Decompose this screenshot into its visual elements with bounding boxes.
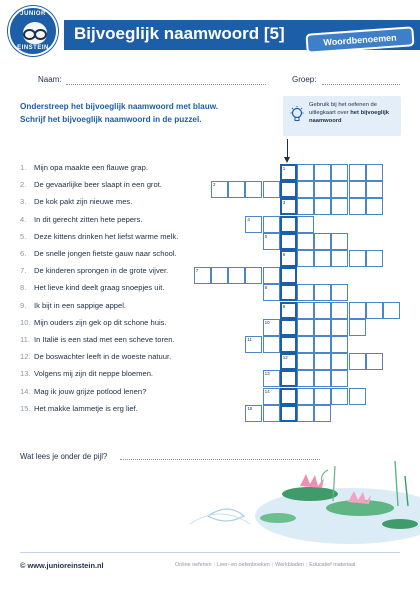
sentence-item[interactable] (20, 404, 240, 416)
arrow-down-icon (287, 139, 288, 159)
sentence-item[interactable] (20, 215, 240, 227)
puzzle-cell[interactable] (314, 233, 331, 250)
solution-cell[interactable] (280, 336, 297, 353)
puzzle-cell[interactable] (263, 405, 280, 422)
puzzle-cell[interactable] (245, 336, 262, 353)
puzzle-cell[interactable] (331, 198, 348, 215)
sentence-number: 12. (20, 352, 31, 362)
solution-cell[interactable] (280, 302, 297, 319)
tip-text-bold-1: het (350, 110, 359, 116)
puzzle-cell[interactable] (314, 336, 331, 353)
arrow-head-icon (284, 157, 290, 163)
puzzle-cell[interactable] (263, 181, 280, 198)
footer-separator: | (305, 562, 308, 568)
puzzle-cell[interactable] (314, 370, 331, 387)
puzzle-cell[interactable] (314, 198, 331, 215)
page-title: Bijvoeglijk naamwoord [5] (74, 24, 285, 43)
sentence-item[interactable] (20, 249, 240, 261)
puzzle-cell[interactable] (263, 233, 280, 250)
puzzle-cell[interactable] (366, 250, 383, 267)
puzzle-cell[interactable] (314, 405, 331, 422)
sentence-number: 6. (20, 249, 27, 258)
clue-number: 13 (264, 371, 270, 377)
sentence-number: 15. (20, 403, 31, 413)
puzzle-cell[interactable] (297, 405, 314, 422)
sentence-text: Het lieve kind deelt graag snoepjes uit. (34, 283, 165, 293)
solution-cell[interactable] (280, 250, 297, 267)
puzzle-cell[interactable] (349, 302, 366, 319)
junior-einstein-logo[interactable] (8, 6, 58, 56)
footer (0, 552, 420, 594)
puzzle-cell[interactable] (331, 336, 348, 353)
puzzle-cell[interactable] (211, 181, 228, 198)
clue-number: 9 (282, 303, 286, 309)
sentence-text: Ik bijt in een sappige appel. (34, 300, 127, 310)
sentence-item[interactable] (20, 232, 240, 244)
tip-box (283, 96, 401, 136)
footer-separator: | (271, 562, 274, 568)
puzzle-cell[interactable] (297, 250, 314, 267)
solution-cell[interactable] (280, 405, 297, 422)
solution-cell[interactable] (280, 370, 297, 387)
category-tag-label: Woordbenoemen (323, 32, 397, 48)
footer-url[interactable]: © www.junioreinstein.nl (20, 561, 104, 570)
solution-cell[interactable] (280, 164, 297, 181)
sentence-item[interactable] (20, 301, 240, 313)
sentence-number: 2. (20, 180, 27, 190)
sentence-item[interactable] (20, 352, 240, 364)
footer-link[interactable]: Online oefenen (175, 562, 212, 568)
puzzle-cell[interactable] (263, 267, 280, 284)
clue-number: 1 (282, 166, 286, 171)
puzzle-cell[interactable] (349, 181, 366, 198)
puzzle-cell[interactable] (297, 216, 314, 233)
puzzle-cell[interactable] (331, 353, 348, 370)
solution-cell[interactable] (280, 198, 297, 215)
question-text: Wat lees je onder de pijl? (20, 452, 108, 461)
sentence-text: De kok pakt zijn nieuwe mes. (34, 197, 133, 207)
puzzle-cell[interactable] (194, 267, 211, 284)
puzzle-cell[interactable] (263, 370, 280, 387)
puzzle-cell[interactable] (314, 181, 331, 198)
puzzle-cell[interactable] (331, 233, 348, 250)
instruction-line-2: Schrijf het bijvoeglijk naamwoord in de puzzel. (20, 115, 202, 124)
sentence-item[interactable] (20, 197, 240, 209)
puzzle-cell[interactable] (263, 216, 280, 233)
puzzle-cell[interactable] (297, 336, 314, 353)
sentence-item[interactable] (20, 163, 240, 175)
sentence-number: 7. (20, 266, 27, 276)
pond-illustration (150, 446, 420, 546)
clue-number: 4 (247, 216, 250, 222)
puzzle-cell[interactable] (349, 250, 366, 267)
puzzle-cell[interactable] (211, 267, 228, 284)
sentence-number: 1. (20, 163, 27, 172)
logo-top-text: JUNIOR (20, 11, 46, 17)
footer-link[interactable]: Werkbladen (275, 562, 304, 568)
puzzle-cell[interactable] (245, 181, 262, 198)
group-label: Groep: (292, 75, 317, 84)
solution-cell[interactable] (280, 353, 297, 370)
sentence-text: Mijn ouders zijn gek op dit schone huis. (34, 317, 167, 327)
puzzle-cell[interactable] (314, 164, 331, 181)
puzzle-cell[interactable] (228, 267, 245, 284)
instruction-line-1: Onderstreep het bijvoeglijk naamwoord met blauw. (20, 102, 219, 111)
sentence-text: In dit gerecht zitten hete pepers. (34, 214, 143, 224)
puzzle-cell[interactable] (297, 353, 314, 370)
clue-number: 15 (247, 405, 253, 411)
clue-number: 5 (264, 233, 268, 239)
solution-cell[interactable] (280, 216, 297, 233)
puzzle-cell[interactable] (366, 198, 383, 215)
puzzle-cell[interactable] (228, 181, 245, 198)
solution-cell[interactable] (280, 233, 297, 250)
puzzle-cell[interactable] (245, 216, 262, 233)
lightbulb-icon (290, 106, 304, 124)
sentence-item[interactable] (20, 335, 240, 347)
puzzle-cell[interactable] (331, 250, 348, 267)
sentence-number: 4. (20, 214, 27, 224)
footer-divider (20, 552, 400, 553)
sentence-text: Volgens mij zijn dit neppe bloemen. (34, 369, 154, 379)
puzzle-cell[interactable] (314, 319, 331, 336)
clue-number: 8 (264, 285, 268, 291)
footer-link[interactable]: Leer- en oefenboeken (216, 562, 270, 568)
puzzle-cell[interactable] (349, 198, 366, 215)
sentence-text: Mag ik jouw grijze potlood lenen? (34, 386, 147, 396)
solution-cell[interactable] (280, 388, 297, 405)
puzzle-cell[interactable] (331, 319, 348, 336)
puzzle-cell[interactable] (349, 388, 366, 405)
clue-number: 3 (282, 200, 286, 206)
puzzle-cell[interactable] (297, 284, 314, 301)
puzzle-cell[interactable] (314, 302, 331, 319)
sentence-item[interactable] (20, 369, 240, 381)
puzzle-cell[interactable] (245, 405, 262, 422)
puzzle-cell[interactable] (314, 353, 331, 370)
sentence-number: 13. (20, 369, 31, 379)
clue-number: 12 (282, 355, 288, 361)
puzzle-cell[interactable] (297, 181, 314, 198)
sentence-number: 10. (20, 317, 31, 327)
puzzle-cell[interactable] (263, 388, 280, 405)
puzzle-cell[interactable] (297, 302, 314, 319)
puzzle-cell[interactable] (366, 164, 383, 181)
puzzle-cell[interactable] (331, 302, 348, 319)
puzzle-cell[interactable] (331, 284, 348, 301)
solution-cell[interactable] (280, 267, 297, 284)
tip-text-bold-2: bijvoeglijk naamwoord (309, 110, 389, 124)
logo-bottom-text: EINSTEIN (17, 45, 49, 51)
sentence-number: 11. (20, 335, 30, 344)
tip-text (309, 101, 399, 125)
puzzle-cell[interactable] (297, 319, 314, 336)
footer-links (175, 562, 355, 568)
sentence-text: Het makke lammetje is erg lief. (34, 403, 138, 413)
sentence-number: 5. (20, 231, 27, 241)
puzzle-cell[interactable] (297, 388, 314, 405)
clue-number: 14 (264, 388, 270, 394)
sentence-text: De boswachter leeft in de woeste natuur. (34, 352, 172, 362)
puzzle-cell[interactable] (331, 388, 348, 405)
clue-number: 10 (264, 319, 270, 325)
puzzle-cell[interactable] (366, 353, 383, 370)
sentence-text: Mijn opa maakte een flauwe grap. (34, 163, 148, 172)
puzzle-cell[interactable] (314, 250, 331, 267)
sentence-item[interactable] (20, 180, 240, 192)
puzzle-cell[interactable] (263, 336, 280, 353)
instructions (20, 100, 280, 126)
name-label: Naam: (38, 75, 62, 84)
clue-number: 6 (282, 252, 286, 257)
sentence-number: 14. (20, 386, 31, 396)
clue-number: 2 (213, 182, 216, 188)
group-field[interactable] (322, 84, 400, 85)
sentence-number: 8. (20, 283, 27, 293)
sentence-text: De gevaarlijke beer slaapt in een grot. (34, 180, 162, 190)
sentence-item[interactable] (20, 387, 240, 399)
puzzle-cell[interactable] (314, 284, 331, 301)
sentence-number: 3. (20, 197, 27, 207)
puzzle-cell[interactable] (263, 319, 280, 336)
sentence-text: De kinderen sprongen in de grote vijver. (34, 266, 169, 276)
solution-cell[interactable] (280, 181, 297, 198)
sentence-text: De snelle jongen fietste gauw naar school. (34, 249, 177, 258)
sentence-number: 9. (20, 300, 27, 310)
puzzle-cell[interactable] (366, 181, 383, 198)
puzzle-cell[interactable] (314, 388, 331, 405)
sentence-item[interactable] (20, 318, 240, 330)
tip-text-pre: Gebruik bij het oefenen de uitlegkaart over (309, 102, 378, 116)
puzzle-cell[interactable] (366, 302, 383, 319)
solution-cell[interactable] (280, 319, 297, 336)
puzzle-cell[interactable] (263, 284, 280, 301)
footer-separator: | (213, 562, 215, 568)
puzzle-cell[interactable] (297, 370, 314, 387)
puzzle-cell[interactable] (245, 267, 262, 284)
puzzle-cell[interactable] (331, 370, 348, 387)
puzzle-cell[interactable] (331, 164, 348, 181)
clue-number: 7 (195, 268, 199, 274)
solution-cell[interactable] (280, 284, 297, 301)
puzzle-cell[interactable] (383, 302, 400, 319)
puzzle-cell[interactable] (349, 164, 366, 181)
sentence-text: Deze kittens drinken het liefst warme melk. (34, 231, 179, 241)
puzzle-cell[interactable] (349, 353, 366, 370)
clue-number: 11 (247, 337, 253, 342)
sentence-text: In Italië is een stad met een scheve toren. (34, 335, 175, 344)
glasses-icon (22, 29, 48, 36)
puzzle-cell[interactable] (349, 319, 366, 336)
puzzle-cell[interactable] (297, 198, 314, 215)
puzzle-cell[interactable] (331, 181, 348, 198)
puzzle-cell[interactable] (297, 233, 314, 250)
name-field[interactable] (66, 84, 266, 85)
header (0, 0, 420, 64)
footer-link[interactable]: Educatief materiaal (309, 562, 356, 568)
puzzle-cell[interactable] (297, 164, 314, 181)
sentence-item[interactable] (20, 283, 240, 295)
